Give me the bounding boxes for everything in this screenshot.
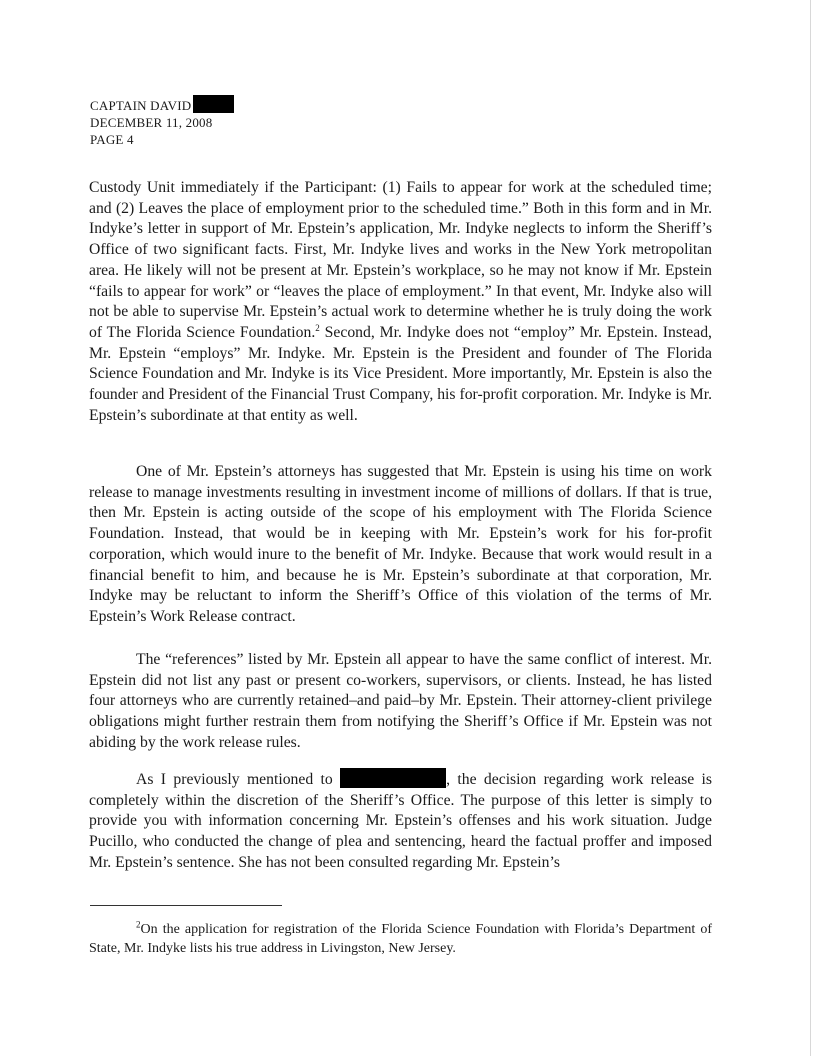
footnote — [89, 920, 712, 958]
footnote-marker: 2 — [136, 919, 141, 930]
footnote-divider — [90, 905, 282, 906]
recipient-name: CAPTAIN DAVID — [90, 98, 192, 113]
redaction-box — [193, 95, 234, 113]
redaction-box — [340, 768, 446, 788]
footnote-text: On the application for registration of the Florida Science Foundation with Florida’s Department of State, Mr. Indyke lists his true address in Livingston, New Jersey. — [89, 922, 712, 956]
date-line: DECEMBER 11, 2008 — [90, 115, 213, 130]
page-number: PAGE 4 — [90, 132, 134, 147]
letter-header — [90, 97, 234, 148]
paragraph-2: One of Mr. Epstein’s attorneys has suggested that Mr. Epstein is using his time on work release to manage investments resulting in investment income of millions of dollars. If that is true, then Mr. Epstein is acting outside of the scope of his employment with The Florida Science Foundation. Instead, that would be in keeping with Mr. Epstein’s work for his for-profit corporation, which would inure to the benefit of Mr. Indyke. Because that work would result in a financial benefit to him, and because he is Mr. Epstein’s subordinate at that corporation, Mr. Indyke may be reluctant to inform the Sheriff’s Office of this violation of the terms of Mr. Epstein’s Work Release contract. — [89, 463, 712, 625]
paragraph-4 — [89, 768, 712, 874]
paragraph-1-text-a: Custody Unit immediately if the Participant: (1) Fails to appear for work at the scheduled time; and (2) Leaves the place of employment prior to the scheduled time.” Both in this form and in Mr. Indyke’s letter in support of Mr. Epstein’s application, Mr. Indyke neglects to inform the Sheriff’s Office of two significant facts. First, Mr. Indyke lives and works in the New York metropolitan area. He likely will not be present at Mr. Epstein’s workplace, so he may not know if Mr. Epstein “fails to appear for work” or “leaves the place of employment.” In that event, Mr. Indyke also will not be able to supervise Mr. Epstein’s actual work to determine whether he is truly doing the work of The Florida Science Foundation. — [89, 179, 712, 341]
paragraph-3: The “references” listed by Mr. Epstein all appear to have the same conflict of interest. Mr. Epstein did not list any past or present co-workers, supervisors, or clients. Instead, he has listed four attorneys who are currently retained–and paid–by Mr. Epstein. Their attorney-client privilege obligations might further restrain them from notifying the Sheriff’s Office if Mr. Epstein was not abiding by the work release rules. — [89, 651, 712, 751]
paragraph-4-text-a: As I previously mentioned to — [136, 771, 341, 788]
scan-edge-line — [810, 0, 811, 1056]
paragraph-4-text-b: , the decision regarding work release is completely within the discretion of the Sheriff’s Office. The purpose of this letter is simply to provide you with information concerning Mr. Epstein’s offenses and his work situation. Judge Pucillo, who conducted the change of plea and sentencing, heard the factual proffer and imposed Mr. Epstein’s sentence. She has not been consulted regarding Mr. Epstein’s — [89, 771, 713, 871]
paragraph-1-text-b: Second, Mr. Indyke does not “employ” Mr. Epstein. Instead, Mr. Epstein “employs” Mr. Indyke. Mr. Epstein is the President and founder of The Florida Science Foundation and Mr. Indyke is its Vice President. More importantly, Mr. Epstein is also the founder and President of the Financial Trust Company, his for-profit corporation. Mr. Indyke is Mr. Epstein’s subordinate at that entity as well. — [89, 323, 712, 424]
footnote-reference[interactable]: 2 — [315, 322, 320, 333]
recipient-line — [90, 97, 234, 114]
paragraph-1 — [89, 178, 712, 426]
